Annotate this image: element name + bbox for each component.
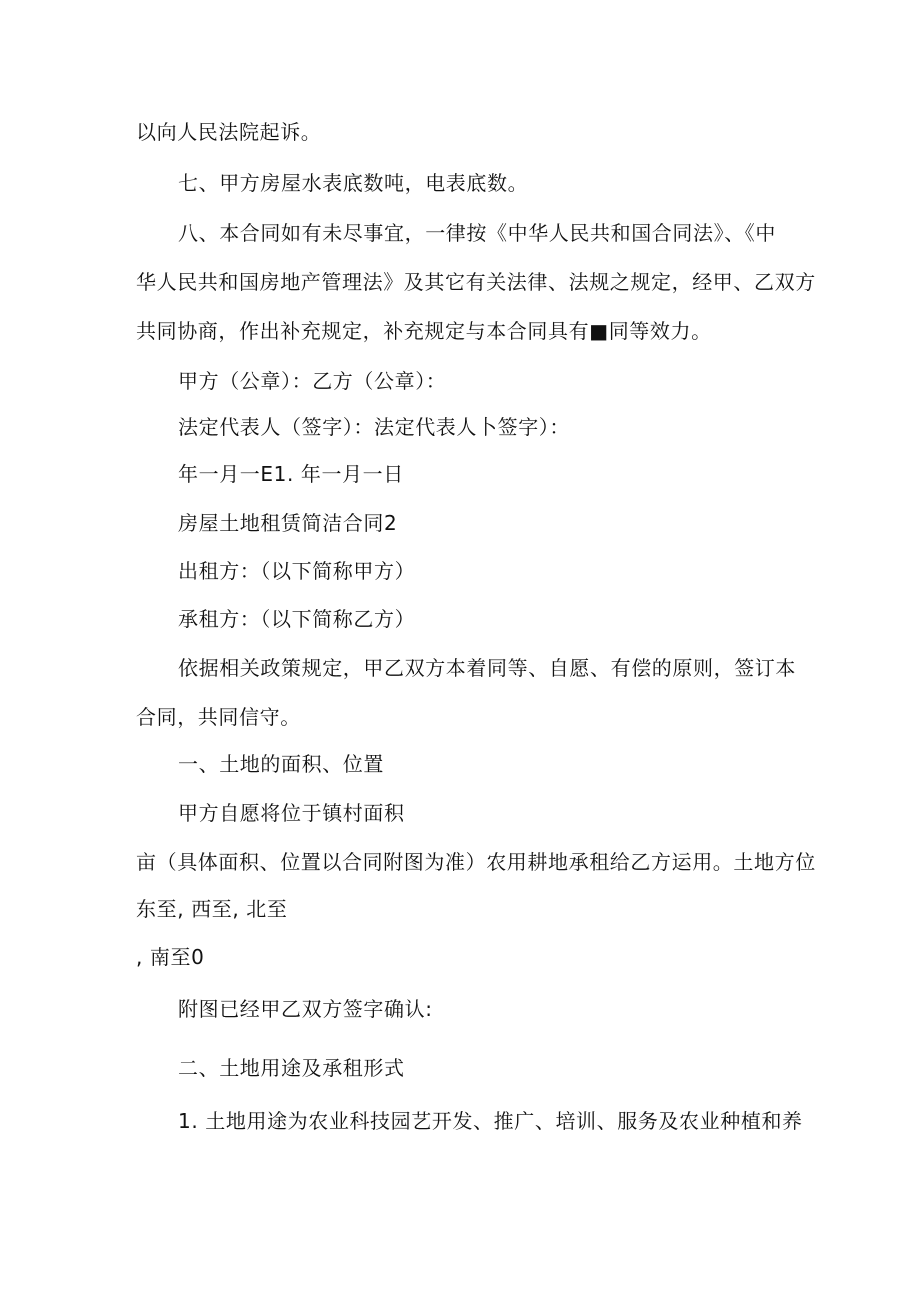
preamble-line: 依据相关政策规定，甲乙双方本着同等、自愿、有偿的原则，签订本 [178, 656, 796, 680]
text-line: 华人民共和国房地产管理法》及其它有关法律、法规之规定，经甲、乙双方 [136, 270, 816, 294]
text-line: 甲方自愿将位于镇村面积 [178, 801, 405, 825]
land-use-item: 1. 土地用途为农业科技园艺开发、推广、培训、服务及农业种植和养 [178, 1109, 803, 1133]
lessee-line: 承租方：（以下简称乙方） [178, 607, 416, 631]
legal-representative-line: 法定代表人（签字）：法定代表人卜签字）： [178, 415, 570, 439]
text-line: 以向人民法院起诉。 [136, 120, 322, 144]
clause-seven: 七、甲方房屋水表底数吨，电表底数。 [178, 171, 529, 195]
section-one-heading: 一、土地的面积、位置 [178, 752, 384, 776]
text-line: 亩（具体面积、位置以合同附图为准）农用耕地承租给乙方运用。土地方位 [136, 850, 816, 874]
text-line: 合同，共同信守。 [136, 705, 301, 729]
lessor-line: 出租方：（以下简称甲方） [178, 559, 416, 583]
attachment-note: 附图已经甲乙双方签字确认: [178, 997, 433, 1021]
party-seals-line: 甲方（公章）：乙方（公章）： [178, 369, 447, 393]
section-two-heading: 二、土地用途及承租形式 [178, 1056, 405, 1080]
boundary-line: 东至, 西至, 北至 [136, 897, 288, 921]
date-line: 年一月一E1. 年一月一日 [178, 462, 404, 486]
clause-eight: 八、本合同如有未尽事宜，一律按《中华人民共和国合同法》、《中 [178, 221, 776, 245]
text-line: 共同协商，作出补充规定，补充规定与本合同具有■同等效力。 [136, 319, 712, 343]
boundary-line: , 南至0 [136, 945, 205, 969]
contract-title: 房屋土地租赁简洁合同2 [178, 511, 398, 535]
